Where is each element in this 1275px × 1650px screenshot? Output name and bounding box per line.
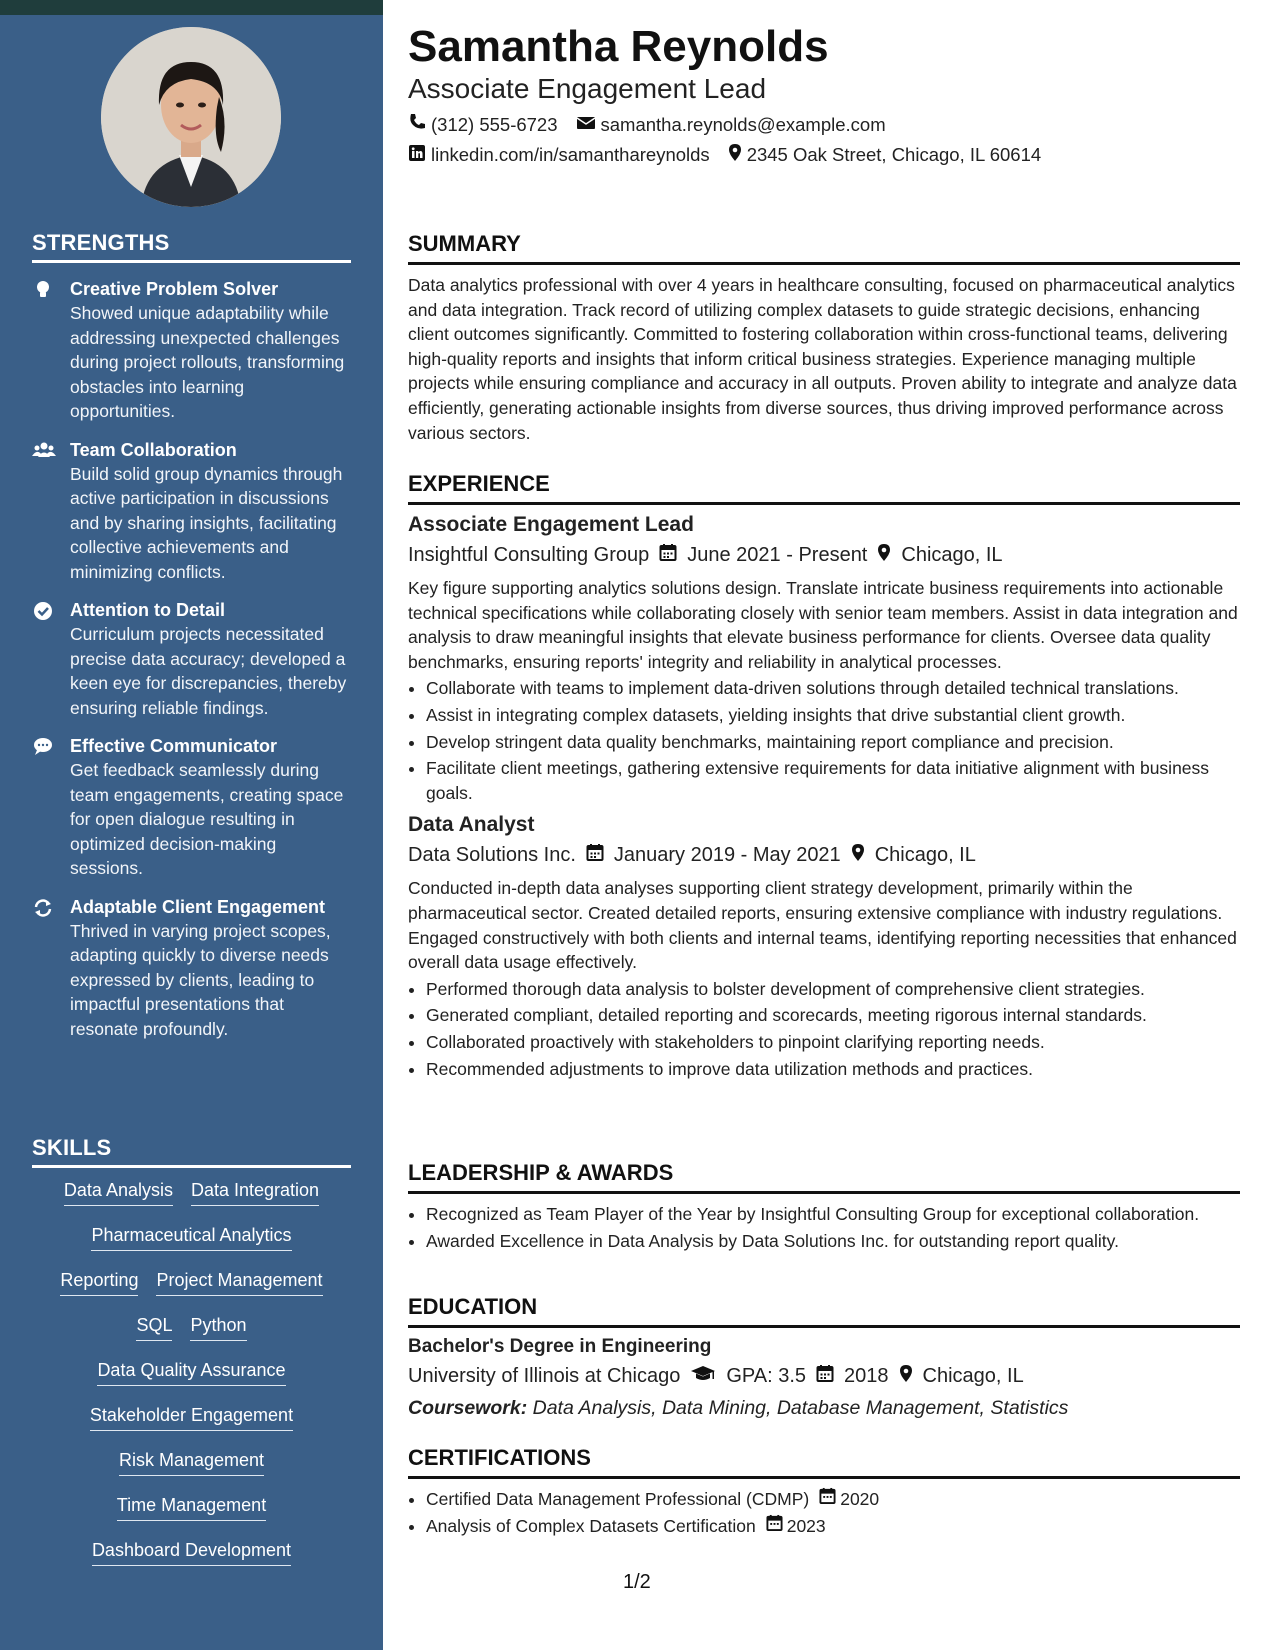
sidebar [0,0,383,1650]
skills-heading: SKILLS [32,1135,351,1168]
contact-line-2 [408,143,1041,167]
phone-contact [408,113,558,136]
degree-title: Bachelor's Degree in Engineering [408,1336,712,1357]
page-indicator: 1/2 [623,1571,651,1593]
school-name: University of Illinois at Chicago [408,1365,681,1387]
job-entry [408,813,1240,1081]
address-contact [728,143,1041,167]
map-pin-icon [877,543,891,568]
job-title: Associate Engagement Lead [408,513,694,536]
skill-tag: Data Analysis [64,1178,173,1206]
calendar-icon [586,843,604,868]
skill-tag: Python [190,1313,246,1341]
calendar-icon [816,1364,834,1389]
strength-description: Curriculum projects necessitated precise data accuracy; developed a keen eye for discrepancies, thereby ensuring reliable findings. [70,624,347,718]
job-location: Chicago, IL [874,844,976,867]
bullet-item: • Facilitate client meetings, gathering extensive requirements for data initiative alignment with business goals. [426,756,1240,805]
coursework-list: Data Analysis, Data Mining, Database Management, Statistics [532,1397,1069,1419]
sidebar-top-bar [0,0,383,15]
job-meta [408,543,1240,568]
skill-tag: Dashboard Development [92,1538,291,1566]
job-bullets [408,977,1240,1081]
linkedin-link[interactable]: linkedin.com/in/samanthareynolds [431,144,710,165]
awards-list [408,1202,1240,1253]
profile-photo [101,27,281,207]
education-section [408,1294,1240,1420]
certification-year: 2020 [840,1489,880,1509]
education-heading: EDUCATION [408,1294,1240,1328]
refresh-icon [32,897,54,919]
lightbulb-icon [32,279,54,301]
calendar-icon [766,1514,783,1539]
strength-description: Get feedback seamlessly during team engagements, creating space for open dialogue resulting in optimized decision-making sessions. [70,760,344,878]
users-icon [32,440,54,462]
map-pin-icon [728,143,742,167]
summary-section [408,231,1240,445]
skill-tag: Time Management [117,1493,266,1521]
bullet-item: • Generated compliant, detailed reporting and scorecards, meeting rigorous internal standards. [426,1003,1240,1028]
job-bullets [408,676,1240,805]
strengths-section [32,230,351,1041]
strength-item [32,895,351,1042]
skills-list [32,1178,351,1583]
strength-title: Team Collaboration [70,439,237,460]
job-entry [408,513,1240,805]
linkedin-contact[interactable] [408,144,710,167]
strength-description: Thrived in varying project scopes, adapting quickly to diverse needs expressed by clients, leading to impactful presentations that resonate profoundly. [70,920,331,1039]
strength-title: Attention to Detail [70,600,225,620]
strength-item [32,277,351,424]
phone-text: (312) 555-6723 [431,113,558,135]
awards-heading: LEADERSHIP & AWARDS [408,1160,1240,1194]
calendar-icon [819,1487,836,1512]
strength-description: Build solid group dynamics through active participation in discussions and by sharing insights, facilitating collective achievements and minimizing conflicts. [70,463,343,582]
strengths-heading: STRENGTHS [32,230,351,263]
bullet-item: • Recommended adjustments to improve data utilization methods and practices. [426,1057,1240,1082]
coursework-line [408,1397,1240,1420]
awards-section [408,1160,1240,1255]
strength-title: Creative Problem Solver [70,279,279,299]
certification-year: 2023 [786,1515,826,1536]
skill-tag: Stakeholder Engagement [90,1403,293,1431]
graduation-year: 2018 [844,1365,889,1387]
phone-icon [408,113,426,136]
strength-description: Showed unique adaptability while addressing unexpected challenges during project rollouts, transforming obstacles into learning opportunities. [70,303,345,421]
coursework-label: Coursework: [408,1397,528,1419]
job-location: Chicago, IL [901,544,1003,566]
certifications-heading: CERTIFICATIONS [408,1445,1240,1479]
experience-heading: EXPERIENCE [408,471,1240,505]
chat-bubble-icon [32,736,54,758]
map-pin-icon [851,843,865,868]
skill-tag: Data Quality Assurance [97,1358,285,1386]
award-item: • Awarded Excellence in Data Analysis by Data Solutions Inc. for outstanding report quality. [426,1229,1240,1254]
job-meta [408,843,1240,868]
skill-tag: Reporting [60,1268,138,1296]
certifications-section [408,1445,1240,1540]
company-name: Insightful Consulting Group [408,544,650,566]
summary-text: Data analytics professional with over 4 years in healthcare consulting, focused on pharmaceutical analytics and data integration. Track record of utilizing complex datasets to guide strategic decisions, enhancing client outcomes significantly. Committed to fostering collaboration within cross-functional teams, delivering high-quality reports and insights that inform critical business strategies. Experience managing multiple projects while ensuring compliance and accuracy in all outputs. Proven ability to integrate and analyze data efficiently, generating actionable insights from diverse sources, thus driving improved performance across various sectors. [408,275,1237,443]
education-location: Chicago, IL [922,1365,1024,1387]
certification-name: • Analysis of Complex Datasets Certification [426,1515,756,1536]
experience-section [408,471,1240,1083]
email-link[interactable]: samantha.reynolds@example.com [600,113,886,135]
check-circle-icon [32,600,54,622]
job-dates: June 2021 - Present [687,544,868,566]
job-description: Conducted in-depth data analyses supporting client strategy development, primarily within the pharmaceutical sector. Created detailed reports, ensuring extensive compliance with industry regulations. Engaged constructively with both clients and internal teams, identifying reporting necessities that enhanced overall data usage effectively. [408,878,1237,973]
company-name: Data Solutions Inc. [408,844,576,867]
gpa-text: GPA: 3.5 [726,1365,807,1387]
bullet-item: • Assist in integrating complex datasets, yielding insights that drive substantial client growth. [426,703,1240,728]
certification-item [426,1514,1240,1539]
bullet-item: • Collaborate with teams to implement data-driven solutions through detailed technical translations. [426,676,1240,701]
job-description: Key figure supporting analytics solutions design. Translate intricate business requirements into actionable technical specifications while collaborating closely with senior team members. Assist in data integration and analysis to draw meaningful insights that elevate business performance for clients. Oversee data quality benchmarks, ensuring reports' integrity and reliability in analytical processes. [408,578,1238,672]
strength-item [32,438,351,585]
skill-tag: Risk Management [119,1448,264,1476]
skill-tag: Pharmaceutical Analytics [91,1223,291,1251]
certification-item [426,1487,1240,1512]
strength-item [32,734,351,881]
candidate-name: Samantha Reynolds [408,22,829,71]
certifications-list [408,1487,1240,1538]
skill-tag: Data Integration [191,1178,319,1206]
graduation-cap-icon [690,1365,716,1389]
bullet-item: • Performed thorough data analysis to bolster development of comprehensive client strategies. [426,977,1240,1002]
certification-name: • Certified Data Management Professional (CDMP) [426,1489,810,1509]
map-pin-icon [899,1364,913,1389]
strength-item [32,598,351,720]
strength-title: Effective Communicator [70,736,278,756]
award-item: • Recognized as Team Player of the Year by Insightful Consulting Group for exceptional collaboration. [426,1202,1240,1227]
bullet-item: • Collaborated proactively with stakeholders to pinpoint clarifying reporting needs. [426,1030,1240,1055]
envelope-icon [576,114,596,136]
education-meta [408,1364,1240,1389]
job-dates: January 2019 - May 2021 [613,844,841,867]
job-title: Data Analyst [408,813,535,837]
calendar-icon [659,543,677,568]
skills-section [32,1135,351,1583]
bullet-item: • Develop stringent data quality benchmarks, maintaining report compliance and precision. [426,730,1240,755]
strength-title: Adaptable Client Engagement [70,896,326,917]
summary-heading: SUMMARY [408,231,1240,265]
contact-line-1 [408,113,886,136]
address-text: 2345 Oak Street, Chicago, IL 60614 [746,144,1042,165]
linkedin-icon [408,144,426,167]
skill-tag: Project Management [156,1268,322,1296]
candidate-title: Associate Engagement Lead [408,73,767,104]
email-contact[interactable] [576,114,886,136]
skill-tag: SQL [136,1313,172,1341]
